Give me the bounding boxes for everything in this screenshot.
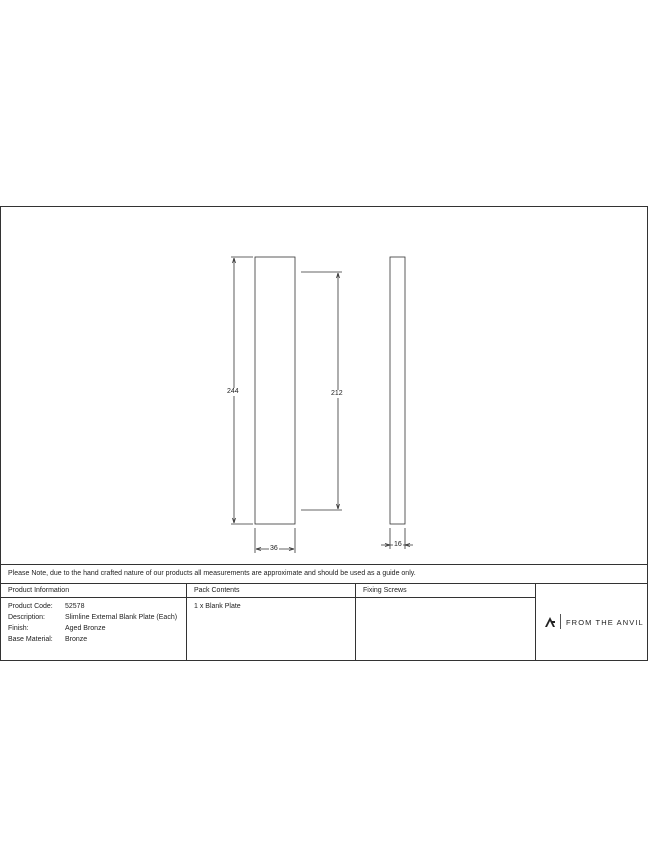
fixing-screws-heading: Fixing Screws (356, 584, 535, 598)
fixing-screws-column (356, 584, 536, 661)
drawing-lines (1, 207, 649, 565)
pack-contents-heading: Pack Contents (187, 584, 355, 598)
side-view-plate (390, 257, 405, 524)
pack-contents-item: 1 x Blank Plate (194, 603, 241, 610)
brand-logo (536, 584, 647, 661)
description-row: Description: Slimline External Blank Plate (Each) (8, 614, 178, 621)
disclaimer-bar (1, 564, 647, 584)
product-information-column (1, 584, 187, 661)
product-code-row: Product Code: 52578 (8, 603, 85, 610)
brand-name: FROM THE ANVIL (566, 618, 644, 627)
overall-height-label: 244 (227, 388, 239, 395)
product-info-table (1, 584, 647, 661)
base-material-row: Base Material: Bronze (8, 636, 88, 643)
depth-label: 16 (394, 541, 402, 548)
front-view-plate (255, 257, 295, 524)
finish-row: Finish: Aged Bronze (8, 625, 106, 632)
drawing-sheet (0, 206, 648, 661)
anvil-a-logo-icon (544, 616, 556, 628)
technical-drawing (1, 207, 649, 565)
width-label: 36 (270, 545, 278, 552)
fixing-centres-label: 212 (331, 390, 343, 397)
pack-contents-column (187, 584, 356, 661)
product-information-heading: Product Information (1, 584, 186, 598)
disclaimer-text: Please Note, due to the hand crafted nature of our products all measurements are approximate and should be used as a guide only. (8, 570, 416, 577)
logo-divider (560, 614, 561, 629)
